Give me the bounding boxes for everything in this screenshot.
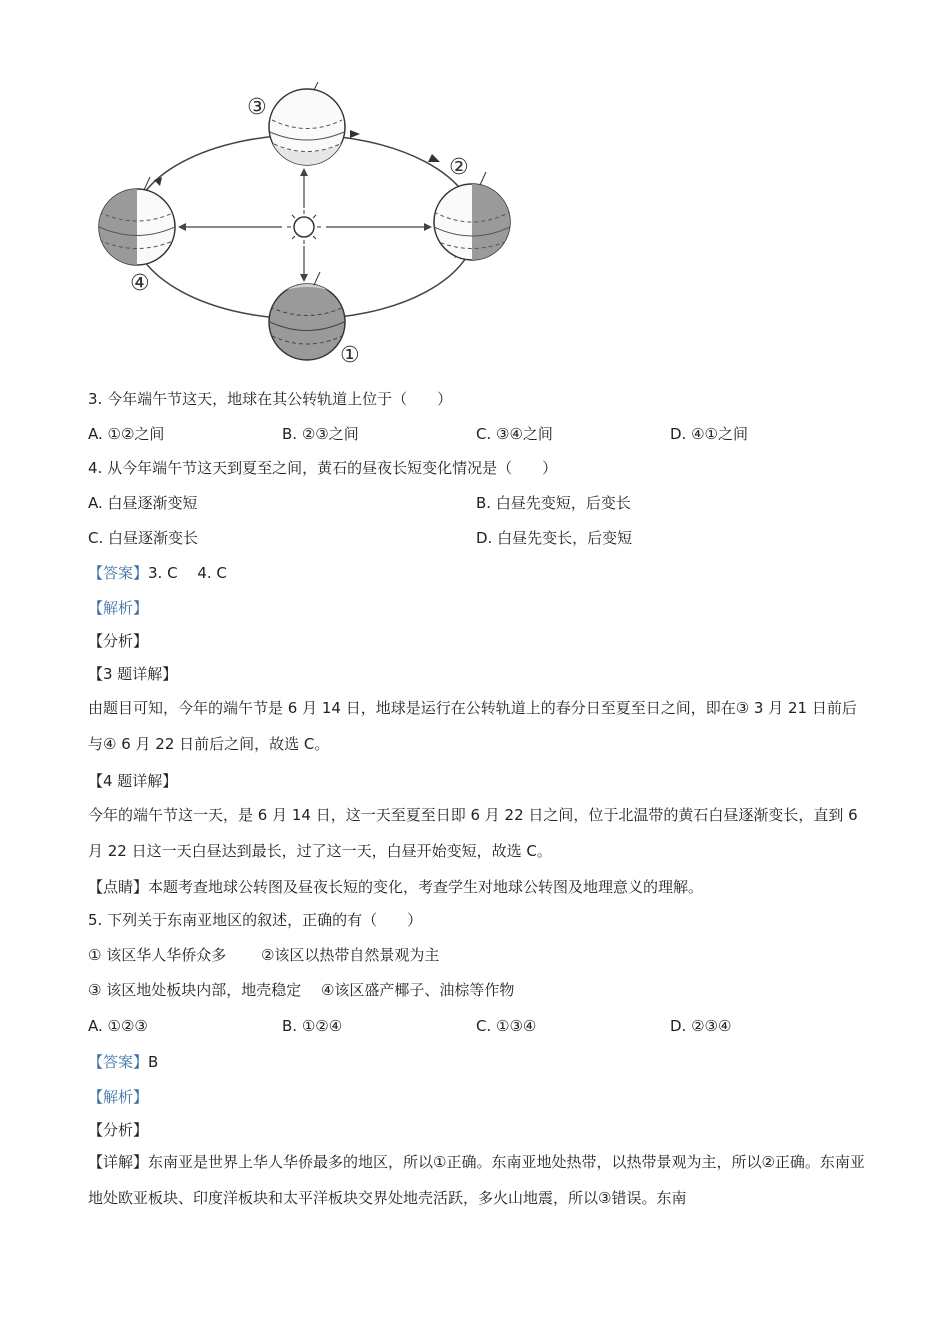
q5-option-d: D. ②③④ [670, 1017, 732, 1035]
detail4-text: 今年的端午节这一天，是 6 月 14 日，这一天至夏至日即 6 月 22 日之间，位于北温带的黄石白昼逐渐变长，直到 6 月 22 日这一天白昼达到最长，过了这一天，白昼开始变短，故选 C。 [88, 806, 858, 860]
answer-text: B [148, 1053, 159, 1071]
detail5-text: 【详解】东南亚是世界上华人华侨最多的地区，所以①正确。东南亚地处热带，以热带景观为主，所以②正确。东南亚地处欧亚板块、印度洋板块和太平洋板块交界处地壳活跃，多火山地震，所以③错误。东南 [88, 1153, 865, 1207]
q4-option-a: A. 白昼逐渐变短 [88, 494, 198, 512]
q3-option-b: B. ②③之间 [282, 425, 359, 443]
q3-stem: 3. 今年端午节这天，地球在其公转轨道上位于（ ） [88, 390, 453, 408]
q4-option-b: B. 白昼先变短，后变长 [476, 494, 631, 512]
fenxi-tag: 【分析】 [88, 632, 149, 650]
q5-option-c: C. ①③④ [476, 1017, 537, 1035]
q5-stem: 5. 下列关于东南亚地区的叙述，正确的有（ ） [88, 911, 423, 929]
q5-statements-34: ③ 该区地处板块内部，地壳稳定 ④该区盛产椰子、油棕等作物 [88, 981, 515, 999]
earth-position-1 [269, 272, 345, 360]
q4-stem: 4. 从今年端午节这天到夏至之间，黄石的昼夜长短变化情况是（ ） [88, 459, 558, 477]
sun-icon [287, 210, 321, 244]
label-1: ① [340, 343, 360, 368]
answer-text: 3. C 4. C [148, 564, 227, 582]
earth-position-2 [434, 172, 512, 262]
answer-34 [88, 563, 227, 583]
answer-5 [88, 1052, 158, 1072]
earth-revolution-diagram [82, 82, 522, 372]
q4-option-c: C. 白昼逐渐变长 [88, 529, 199, 547]
q4-option-d: D. 白昼先变长，后变短 [476, 529, 633, 547]
label-2: ② [449, 155, 469, 180]
q5-statements-12: ① 该区华人华侨众多 ②该区以热带自然景观为主 [88, 946, 440, 964]
orbit-arrow-icon [350, 130, 360, 138]
earth-position-3 [269, 82, 345, 172]
fenxi-tag: 【分析】 [88, 1121, 149, 1139]
analysis-tag: 【解析】 [88, 599, 149, 617]
q3-option-c: C. ③④之间 [476, 425, 553, 443]
dianjing-text: 【点睛】本题考查地球公转图及昼夜长短的变化，考查学生对地球公转图及地理意义的理解。 [88, 878, 704, 896]
orbit-arrow-icon [428, 154, 440, 162]
answer-tag: 【答案】 [88, 564, 149, 582]
q3-option-a: A. ①②之间 [88, 425, 165, 443]
detail4-title: 【4 题详解】 [88, 772, 178, 790]
q5-option-b: B. ①②④ [282, 1017, 343, 1035]
label-3: ③ [247, 95, 267, 120]
label-4: ④ [130, 271, 150, 296]
q3-option-d: D. ④①之间 [670, 425, 748, 443]
analysis-tag: 【解析】 [88, 1088, 149, 1106]
answer-tag: 【答案】 [88, 1053, 149, 1071]
earth-position-4 [97, 177, 175, 267]
detail3-title: 【3 题详解】 [88, 665, 178, 683]
detail3-text: 由题目可知，今年的端午节是 6 月 14 日，地球是运行在公转轨道上的春分日至夏至日之间，即在③ 3 月 21 日前后与④ 6 月 22 日前后之间，故选 C。 [88, 699, 857, 753]
q5-option-a: A. ①②③ [88, 1017, 148, 1035]
